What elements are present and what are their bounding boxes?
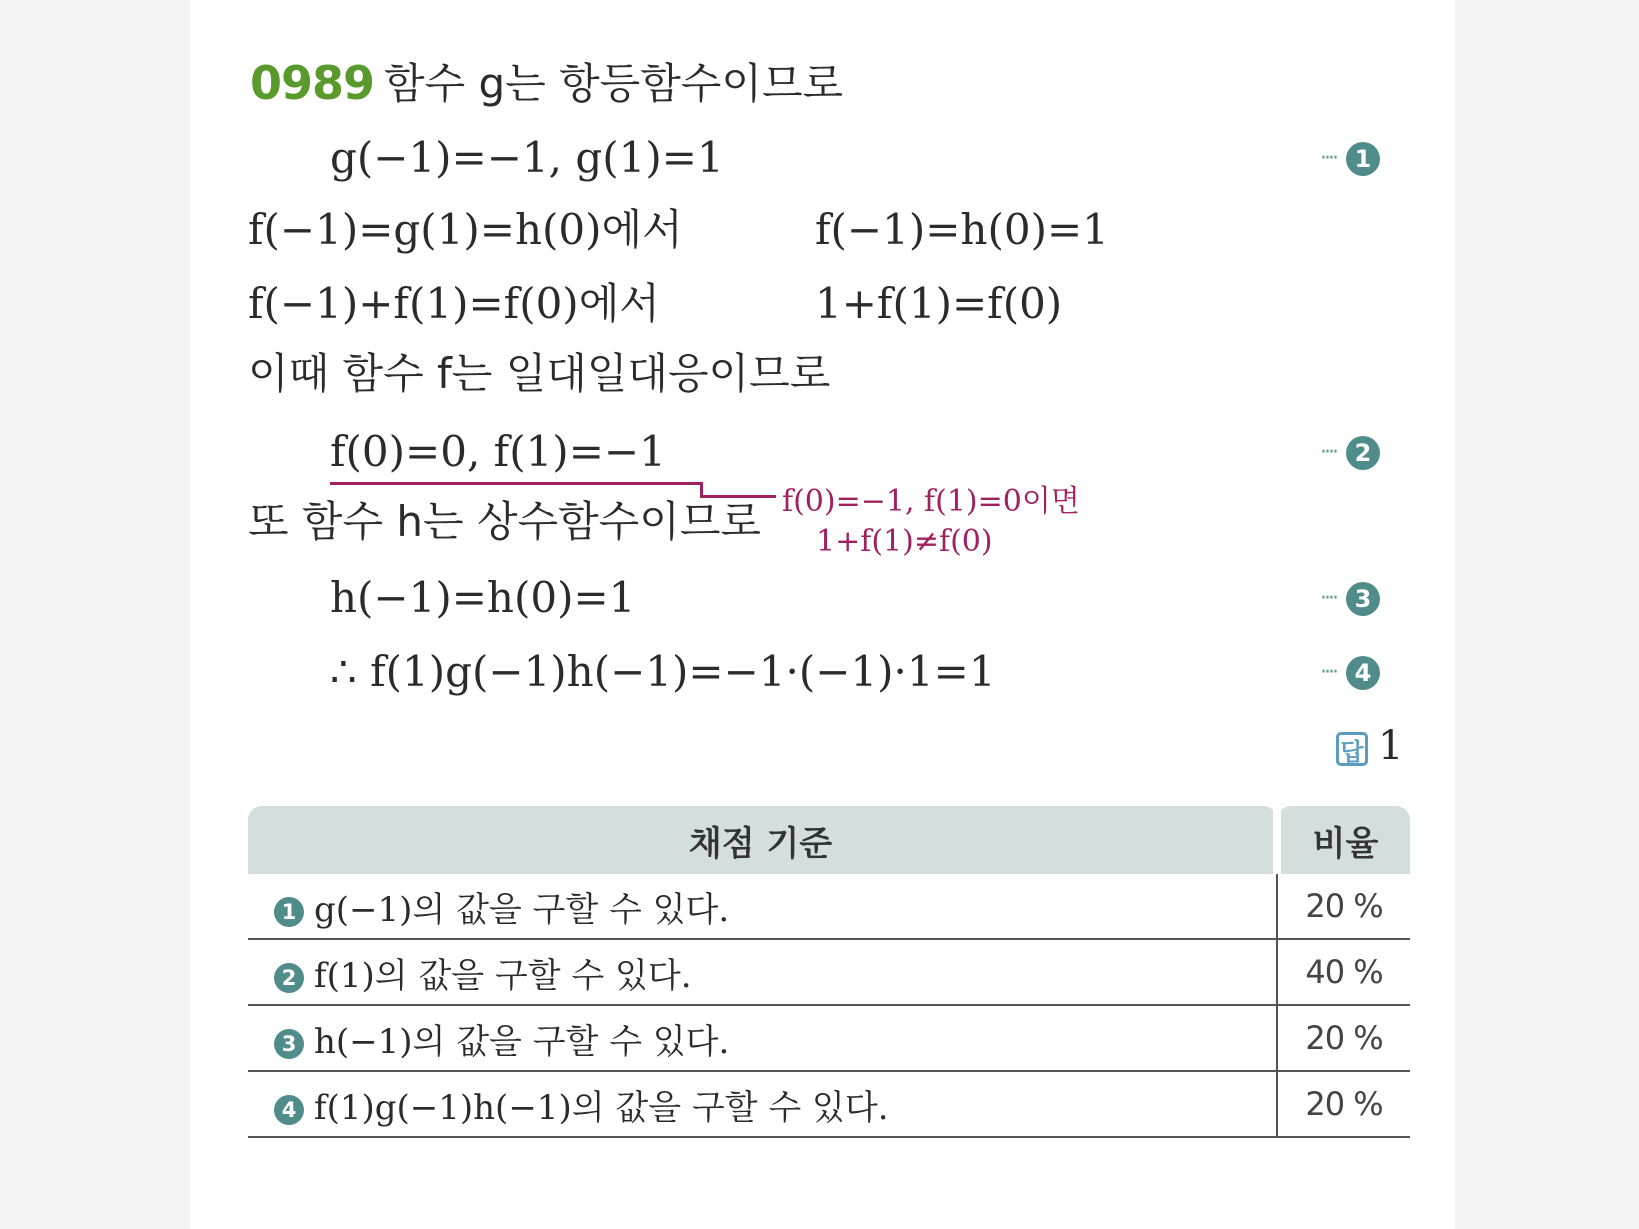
annotation-note xyxy=(782,482,1080,562)
equation-line-5: f(0)=0, f(1)=−1 xyxy=(330,427,666,476)
circled-number-4-icon: 4 xyxy=(1346,656,1380,690)
table-row xyxy=(248,1071,1410,1137)
criteria-cell xyxy=(248,1071,1277,1137)
grading-table xyxy=(248,806,1410,1138)
annotation-line-1: f(0)=−1, f(1)=0이면 xyxy=(782,484,1080,519)
criteria-cell xyxy=(248,939,1277,1005)
problem-number: 0989 xyxy=(250,56,375,110)
equation-line-1: g(−1)=−1, g(1)=1 xyxy=(330,133,724,182)
table-header-row xyxy=(248,806,1410,874)
ratio-cell: 20 % xyxy=(1277,1071,1410,1137)
circled-number-3-icon: 3 xyxy=(1346,582,1380,616)
circled-number-4-icon: 4 xyxy=(274,1095,304,1125)
marker-3: ···· 3 xyxy=(1320,578,1380,619)
equation-line-2a: f(−1)=g(1)=h(0)에서 xyxy=(248,205,683,254)
header-ratio: 비율 xyxy=(1277,806,1410,874)
intro-text: 함수 g는 항등함수이므로 xyxy=(384,59,844,108)
text-line-4: 이때 함수 f는 일대일대응이므로 xyxy=(248,349,831,398)
annotation-line-2: 1+f(1)≠f(0) xyxy=(816,524,993,559)
criteria-cell xyxy=(248,874,1277,939)
table-row xyxy=(248,1005,1410,1071)
equation-line-8: ∴ f(1)g(−1)h(−1)=−1·(−1)·1=1 xyxy=(330,647,996,696)
ratio-cell: 20 % xyxy=(1277,874,1410,939)
criteria-cell xyxy=(248,1005,1277,1071)
answer-value: 1 xyxy=(1378,723,1404,769)
equation-line-3b: 1+f(1)=f(0) xyxy=(815,279,1063,328)
table-row xyxy=(248,874,1410,939)
criteria-text: h(−1)의 값을 구할 수 있다. xyxy=(314,1021,730,1062)
circled-number-2-icon: 2 xyxy=(1346,436,1380,470)
equation-line-7: h(−1)=h(0)=1 xyxy=(330,573,636,622)
criteria-text: g(−1)의 값을 구할 수 있다. xyxy=(314,889,730,930)
circled-number-1-icon: 1 xyxy=(274,897,304,927)
text-line-6: 또 함수 h는 상수함수이므로 xyxy=(248,497,761,546)
answer-icon: 답 xyxy=(1336,732,1368,766)
equation-line-2b: f(−1)=h(0)=1 xyxy=(815,205,1109,254)
ratio-cell: 40 % xyxy=(1277,939,1410,1005)
marker-1: ···· 1 xyxy=(1320,138,1380,179)
circled-number-3-icon: 3 xyxy=(274,1029,304,1059)
equation-line-3a: f(−1)+f(1)=f(0)에서 xyxy=(248,279,660,328)
answer xyxy=(1336,722,1403,770)
table-row xyxy=(248,939,1410,1005)
circled-number-2-icon: 2 xyxy=(274,963,304,993)
criteria-text: f(1)의 값을 구할 수 있다. xyxy=(314,955,692,996)
header-criteria: 채점 기준 xyxy=(248,806,1277,874)
marker-4: ···· 4 xyxy=(1320,652,1380,693)
circled-number-1-icon: 1 xyxy=(1346,142,1380,176)
criteria-text: f(1)g(−1)h(−1)의 값을 구할 수 있다. xyxy=(314,1087,889,1128)
marker-2: ···· 2 xyxy=(1320,432,1380,473)
annotation-underline xyxy=(330,482,700,485)
ratio-cell: 20 % xyxy=(1277,1005,1410,1071)
